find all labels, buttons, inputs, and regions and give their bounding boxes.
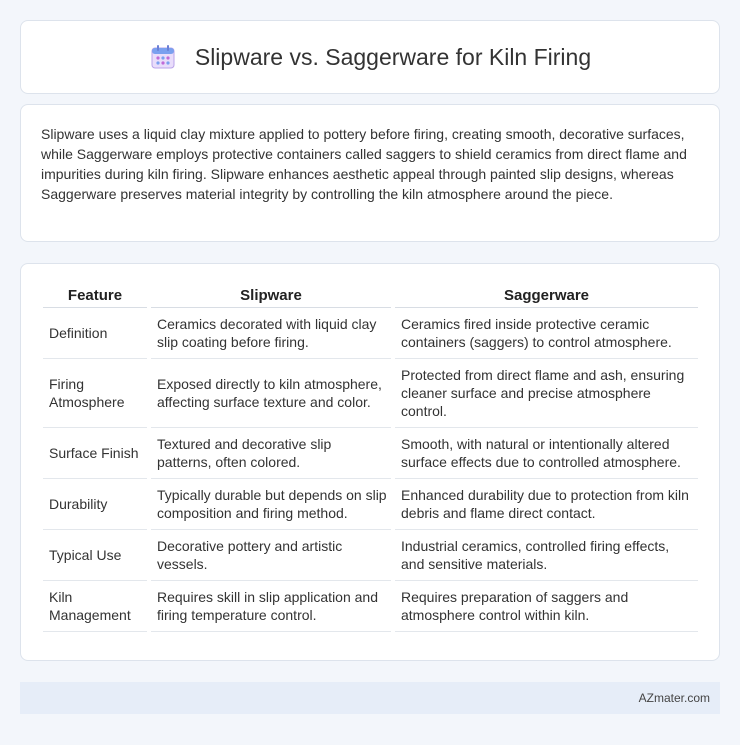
saggerware-cell: Requires preparation of saggers and atmosphere control within kiln. <box>393 581 698 632</box>
summary-card <box>20 104 720 242</box>
page-title: Slipware vs. Saggerware for Kiln Firing <box>194 43 592 70</box>
saggerware-cell: Protected from direct flame and ash, ensuring cleaner surface and precise atmosphere control. <box>393 359 698 428</box>
footer-brand: AZmater.com <box>638 691 710 705</box>
feature-cell: Surface Finish <box>43 428 149 479</box>
saggerware-cell: Industrial ceramics, controlled firing effects, and sensitive materials. <box>393 530 698 581</box>
feature-cell: Firing Atmosphere <box>43 359 149 428</box>
saggerware-cell: Smooth, with natural or intentionally altered surface effects due to controlled atmosphere. <box>393 428 698 479</box>
slipware-cell: Textured and decorative slip patterns, often colored. <box>149 428 393 479</box>
slipware-cell: Typically durable but depends on slip composition and firing method. <box>149 479 393 530</box>
feature-cell: Definition <box>43 308 149 359</box>
saggerware-cell: Ceramics fired inside protective ceramic containers (saggers) to control atmosphere. <box>393 308 698 359</box>
table-row <box>43 308 698 359</box>
saggerware-cell: Enhanced durability due to protection from kiln debris and flame direct contact. <box>393 479 698 530</box>
table-row <box>43 359 698 428</box>
header-slipware: Slipware <box>149 284 393 308</box>
table-row <box>43 479 698 530</box>
title-card <box>20 20 720 94</box>
slipware-cell: Requires skill in slip application and firing temperature control. <box>149 581 393 632</box>
table-row <box>43 428 698 479</box>
slipware-cell: Exposed directly to kiln atmosphere, affecting surface texture and color. <box>149 359 393 428</box>
header-saggerware: Saggerware <box>393 284 698 308</box>
footer <box>20 682 720 714</box>
feature-cell: Durability <box>43 479 149 530</box>
header-feature: Feature <box>43 284 149 308</box>
summary-text: Slipware uses a liquid clay mixture applied to pottery before firing, creating smooth, decorative surfaces, while Saggerware employs protective containers called saggers to shield ceramics from direct flame and impurities during kiln firing. Slipware enhances aesthetic appeal through painted slip designs, whereas Saggerware preserves material integrity by controlling the kiln atmosphere around the piece. <box>41 126 687 202</box>
feature-cell: Kiln Management <box>43 581 149 632</box>
slipware-cell: Ceramics decorated with liquid clay slip coating before firing. <box>149 308 393 359</box>
calendar-icon <box>149 43 177 71</box>
comparison-table <box>43 284 698 632</box>
slipware-cell: Decorative pottery and artistic vessels. <box>149 530 393 581</box>
table-row <box>43 581 698 632</box>
comparison-table-card <box>20 263 720 661</box>
table-row <box>43 530 698 581</box>
feature-cell: Typical Use <box>43 530 149 581</box>
table-header-row <box>43 284 698 308</box>
